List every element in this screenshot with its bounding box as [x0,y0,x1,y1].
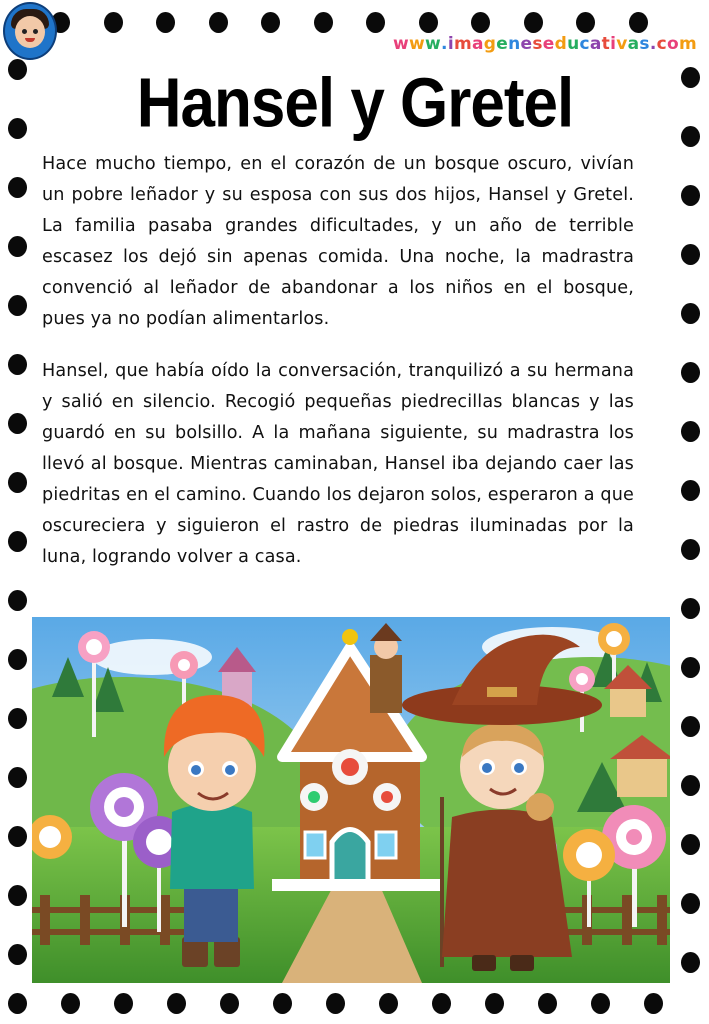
border-dot [379,993,398,1014]
border-dot [644,993,663,1014]
border-dot [681,952,700,973]
border-dot [681,480,700,501]
border-dot [366,12,385,33]
border-dot [104,12,123,33]
border-dot [8,531,27,552]
border-dot [629,12,648,33]
border-dot [167,993,186,1014]
border-dot [314,12,333,33]
border-dot [273,993,292,1014]
story-illustration [32,617,670,983]
cartoon-girl-logo-icon [3,2,57,60]
border-dot [8,649,27,670]
border-dot [114,993,133,1014]
story-paragraph-1: Hace mucho tiempo, en el corazón de un bosque oscuro, vivían un pobre leñador y su esposa con sus dos hijos, Hansel y Gretel. La familia pasaba grandes dificultades, y un año de terrible escasez los dejó sin apenas comida. Una noche, la madrastra convenció al leñador de abandonar a los niños en el bosque, pues ya no podían alimentarlos. [42,154,634,329]
border-dot [681,775,700,796]
border-dot [8,590,27,611]
border-dot [261,12,280,33]
border-dot [8,993,27,1014]
border-dot [681,185,700,206]
border-dot [471,12,490,33]
border-dot [681,244,700,265]
border-dot [8,59,27,80]
story-paragraph-2: Hansel, que había oído la conversación, tranquilizó a su hermana y salió en silencio. Recogió pequeñas piedrecillas blancas y las guardó en su bolsillo. A la mañana siguiente, su madrastra los llevó al bosque. Mientras caminaban, Hansel iba dejando caer las piedritas en el camino. Cuando los dejaron solos, esperaron a que oscureciera y siguieron el rastro de piedras iluminadas por la luna, logrando volver a casa. [42,361,634,567]
border-dot [8,885,27,906]
border-dot [432,993,451,1014]
border-dot [591,993,610,1014]
border-dot [681,893,700,914]
border-dot [209,12,228,33]
border-dot [156,12,175,33]
border-dot [681,67,700,88]
border-dot [326,993,345,1014]
border-dot [524,12,543,33]
border-dot [8,177,27,198]
border-dot [419,12,438,33]
border-dot [538,993,557,1014]
border-dot [681,362,700,383]
border-dot [8,767,27,788]
border-dot [220,993,239,1014]
border-dot [8,118,27,139]
border-dot [485,993,504,1014]
site-url: www.imageneseducativas.com [393,34,697,54]
border-dot [61,993,80,1014]
border-dot [8,295,27,316]
border-dot [8,826,27,847]
border-dot [681,126,700,147]
border-dot [681,834,700,855]
border-dot [8,413,27,434]
border-dot [681,303,700,324]
border-dot [576,12,595,33]
border-dot [8,472,27,493]
border-dot [681,598,700,619]
border-dot [681,657,700,678]
border-dot [8,236,27,257]
border-dot [8,944,27,965]
border-dot [8,708,27,729]
page-title: Hansel y Gretel [136,65,574,143]
border-dot [8,354,27,375]
border-dot [681,716,700,737]
border-dot [681,421,700,442]
border-dot [681,539,700,560]
